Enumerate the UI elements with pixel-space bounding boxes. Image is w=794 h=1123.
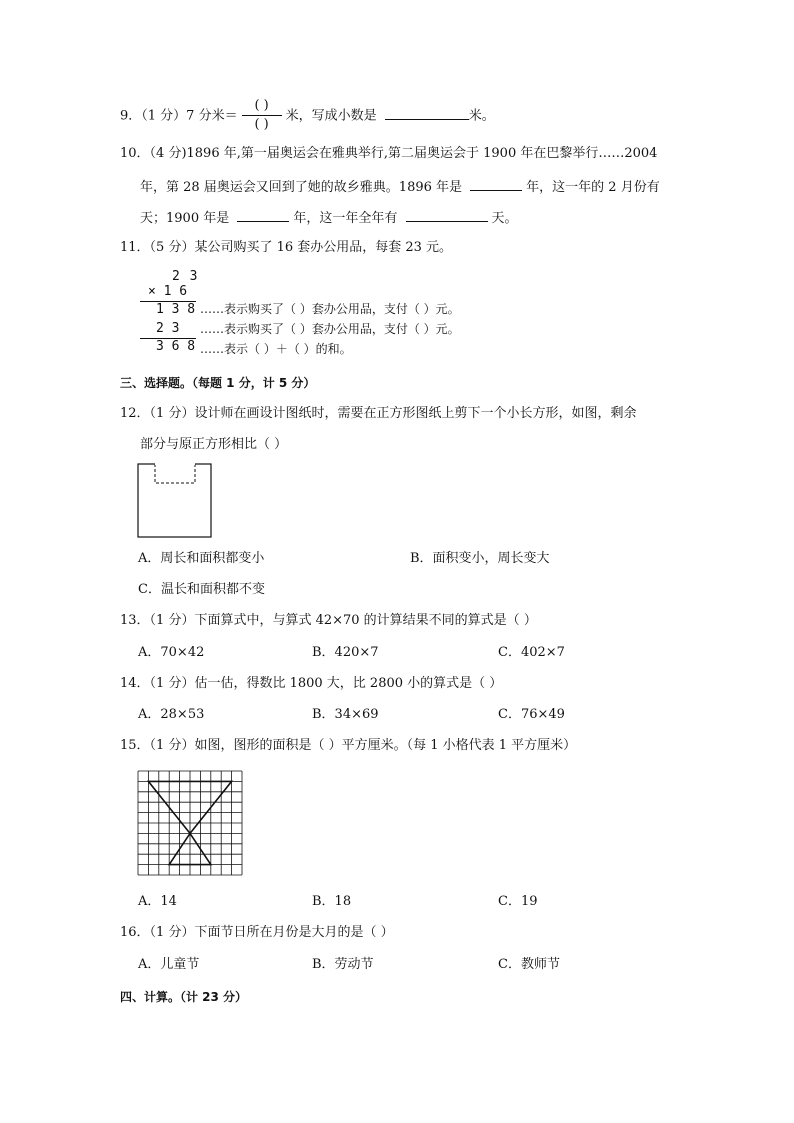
q12-option-a[interactable]: A．周长和面积都变小	[138, 551, 265, 566]
q11-vert-row-4: 2 3	[156, 321, 180, 336]
q9-fraction-bar	[242, 115, 282, 116]
q13-option-a[interactable]: A．70×42	[138, 645, 205, 660]
q9-prefix: 9．（1 分）7 分米＝	[120, 108, 238, 124]
q15-grid-figure	[137, 770, 243, 876]
q12-square-figure	[137, 463, 213, 539]
q14-option-b[interactable]: B．34×69	[312, 707, 379, 722]
q15-option-b[interactable]: B．18	[312, 894, 352, 909]
question-14: 14．（1 分）估一估，得数比 1800 大，比 2800 小的算式是（ ）	[120, 676, 503, 691]
section-4-heading: 四、计算。（计 23 分）	[120, 990, 248, 1004]
q10-text-3b: 年，这一年全年有	[293, 211, 398, 226]
question-12-line-2: 部分与原正方形相比（ ）	[140, 437, 288, 452]
q9-answer-blank[interactable]	[385, 106, 469, 120]
q9-fraction	[238, 98, 286, 134]
q11-vert-row-1: 2 3	[172, 269, 199, 284]
q10-text-3c: 天。	[491, 211, 518, 226]
q10-text-2a: 年，第 28 届奥运会又回到了她的故乡雅典。1896 年是	[140, 180, 463, 195]
question-10-line-1: 10．（4 分)1896 年,第一届奥运会在雅典举行,第二届奥运会于 1900 年在巴黎举行……2004	[120, 146, 658, 161]
q10-blank-1900-type[interactable]	[237, 208, 289, 222]
q9-mid: 米，写成小数是	[285, 108, 377, 124]
q11-note-2: ……表示购买了（ ）套办公用品，支付（ ）元。	[200, 322, 460, 336]
q10-blank-1896-type[interactable]	[470, 177, 522, 191]
question-16: 16．（1 分）下面节日所在月份是大月的是（ ）	[120, 925, 394, 940]
q11-vert-row-3: 1 3 8	[156, 302, 196, 317]
q10-blank-days[interactable]	[406, 208, 488, 222]
question-10-line-3	[140, 208, 518, 228]
question-15: 15．（1 分）如图，图形的面积是（ ）平方厘米。（每 1 小格代表 1 平方厘米）	[120, 738, 577, 753]
q16-option-b[interactable]: B．劳动节	[312, 957, 374, 972]
q9-fraction-denominator: ( )	[254, 117, 269, 132]
question-12-line-1: 12．（1 分）设计师在画设计图纸时，需要在正方形图纸上剪下一个小长方形，如图，剩余	[120, 406, 637, 421]
q14-option-a[interactable]: A．28×53	[138, 707, 205, 722]
q15-option-c[interactable]: C．19	[498, 894, 538, 909]
q9-suffix: 米。	[468, 108, 495, 124]
q10-text-3a: 天；1900 年是	[140, 211, 230, 226]
question-9	[120, 98, 495, 134]
q12-option-b[interactable]: B．面积变小，周长变大	[410, 551, 550, 566]
question-13: 13．（1 分）下面算式中，与算式 42×70 的计算结果不同的算式是（ ）	[120, 613, 537, 628]
q14-option-c[interactable]: C．76×49	[498, 707, 565, 722]
q12-cut-rectangle	[155, 464, 195, 483]
q9-fraction-numerator: ( )	[254, 98, 269, 113]
q13-option-b[interactable]: B．420×7	[312, 645, 379, 660]
question-10-line-2	[140, 177, 660, 197]
q11-vert-row-5: 3 6 8	[156, 339, 196, 354]
q16-option-c[interactable]: C．教师节	[498, 957, 560, 972]
question-11: 11．（5 分）某公司购买了 16 套办公用品，每套 23 元。	[120, 240, 453, 255]
q13-option-c[interactable]: C．402×7	[498, 645, 565, 660]
q16-option-a[interactable]: A．儿童节	[138, 957, 200, 972]
q11-note-1: ……表示购买了（ ）套办公用品，支付（ ）元。	[200, 302, 460, 316]
q10-text-2b: 年，这一年的 2 月份有	[526, 180, 660, 195]
q15-option-a[interactable]: A．14	[138, 894, 177, 909]
q11-note-3: ……表示（ ）＋（ ）的和。	[200, 342, 352, 356]
section-3-heading: 三、选择题。（每题 1 分，计 5 分）	[120, 376, 316, 390]
q12-option-c[interactable]: C．温长和面积都不变	[138, 582, 265, 597]
q11-vert-row-2: × 1 6	[148, 284, 188, 299]
